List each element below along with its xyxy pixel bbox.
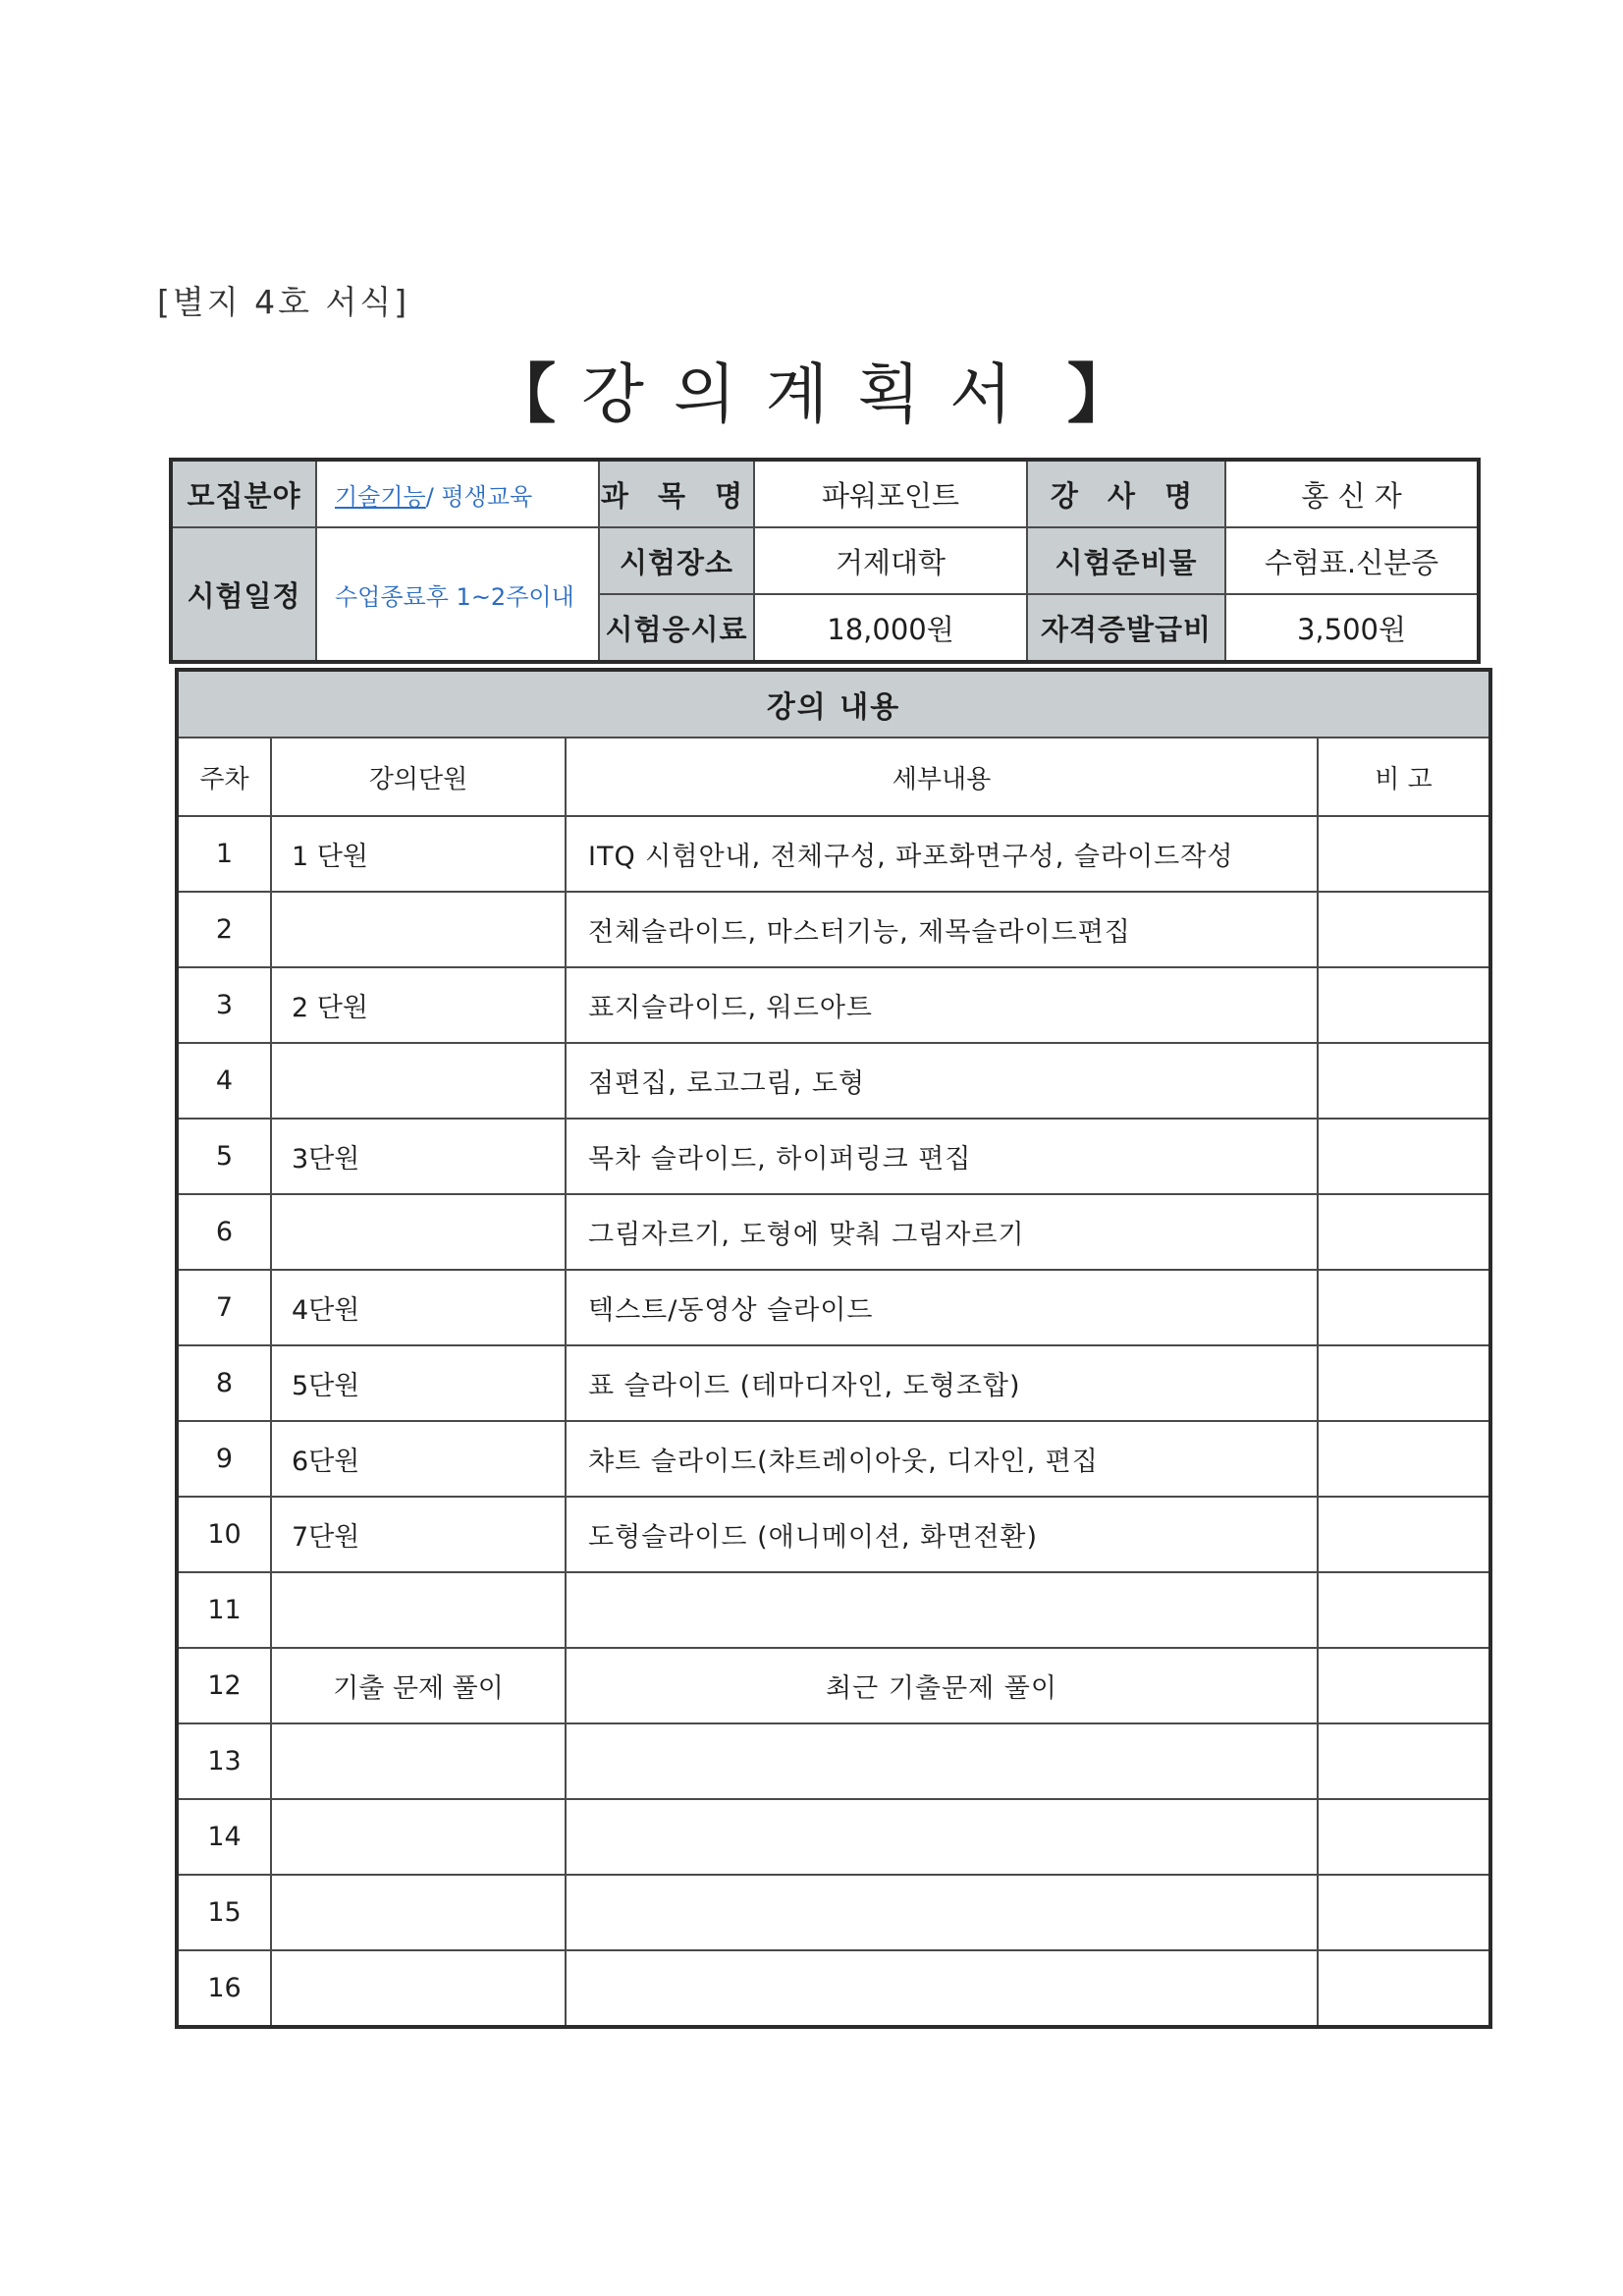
- header-week: 주차: [177, 738, 271, 816]
- table-row: [177, 1119, 1490, 1194]
- week-cell: 6: [177, 1194, 271, 1270]
- week-cell: 12: [177, 1648, 271, 1723]
- cert-fee-value: 3,500원: [1225, 594, 1479, 662]
- note-cell: [1318, 1270, 1490, 1345]
- week-cell: 16: [177, 1950, 271, 2027]
- week-cell: 9: [177, 1421, 271, 1497]
- form-number-label: [별지 4호 서식]: [157, 283, 410, 321]
- unit-cell: 5단원: [271, 1345, 566, 1421]
- lecture-rows: [177, 816, 1490, 2027]
- note-cell: [1318, 816, 1490, 892]
- title-right-bracket: 】: [1066, 356, 1132, 432]
- unit-cell: 7단원: [271, 1497, 566, 1572]
- note-cell: [1318, 1194, 1490, 1270]
- week-cell: 2: [177, 892, 271, 967]
- field-value: [316, 460, 599, 527]
- detail-cell: 최근 기출문제 풀이: [566, 1648, 1318, 1723]
- unit-cell: 3단원: [271, 1119, 566, 1194]
- week-cell: 1: [177, 816, 271, 892]
- note-cell: [1318, 1497, 1490, 1572]
- header-unit: 강의단원: [271, 738, 566, 816]
- detail-cell: 텍스트/동영상 슬라이드: [566, 1270, 1318, 1345]
- unit-cell: [271, 1043, 566, 1119]
- note-cell: [1318, 1723, 1490, 1799]
- field-value-b: / 평생교육: [425, 482, 533, 511]
- header-detail: 세부내용: [566, 738, 1318, 816]
- week-cell: 14: [177, 1799, 271, 1875]
- table-row: [177, 1648, 1490, 1723]
- detail-cell: 도형슬라이드 (애니메이션, 화면전환): [566, 1497, 1318, 1572]
- detail-cell: 전체슬라이드, 마스터기능, 제목슬라이드편집: [566, 892, 1318, 967]
- note-cell: [1318, 967, 1490, 1043]
- unit-cell: [271, 1950, 566, 2027]
- unit-cell: [271, 892, 566, 967]
- table-row: [177, 1572, 1490, 1648]
- subject-label: 과 목 명: [599, 460, 754, 527]
- unit-cell: [271, 1572, 566, 1648]
- supplies-label: 시험준비물: [1027, 527, 1225, 594]
- note-cell: [1318, 892, 1490, 967]
- week-cell: 10: [177, 1497, 271, 1572]
- lecture-banner: 강의 내용: [177, 670, 1490, 738]
- week-cell: 5: [177, 1119, 271, 1194]
- note-cell: [1318, 1043, 1490, 1119]
- title-left-bracket: 【: [491, 356, 557, 432]
- detail-cell: 표지슬라이드, 워드아트: [566, 967, 1318, 1043]
- header-note: 비 고: [1318, 738, 1490, 816]
- week-cell: 4: [177, 1043, 271, 1119]
- note-cell: [1318, 1572, 1490, 1648]
- table-row: [177, 816, 1490, 892]
- cert-fee-label: 자격증발급비: [1027, 594, 1225, 662]
- fee-value: 18,000원: [754, 594, 1027, 662]
- unit-cell: 1 단원: [271, 816, 566, 892]
- table-row: [177, 1270, 1490, 1345]
- schedule-label: 시험일정: [171, 527, 316, 662]
- detail-cell: 그림자르기, 도형에 맞춰 그림자르기: [566, 1194, 1318, 1270]
- table-row: [177, 1723, 1490, 1799]
- unit-cell: 4단원: [271, 1270, 566, 1345]
- week-cell: 3: [177, 967, 271, 1043]
- note-cell: [1318, 1648, 1490, 1723]
- place-label: 시험장소: [599, 527, 754, 594]
- note-cell: [1318, 1421, 1490, 1497]
- detail-cell: [566, 1950, 1318, 2027]
- detail-cell: 목차 슬라이드, 하이퍼링크 편집: [566, 1119, 1318, 1194]
- instructor-label: 강 사 명: [1027, 460, 1225, 527]
- unit-cell: 6단원: [271, 1421, 566, 1497]
- place-value: 거제대학: [754, 527, 1027, 594]
- schedule-value: 수업종료후 1~2주이내: [316, 527, 599, 662]
- detail-cell: 점편집, 로고그림, 도형: [566, 1043, 1318, 1119]
- unit-cell: [271, 1799, 566, 1875]
- detail-cell: [566, 1875, 1318, 1950]
- note-cell: [1318, 1119, 1490, 1194]
- table-row: [177, 892, 1490, 967]
- supplies-value: 수험표.신분증: [1225, 527, 1479, 594]
- instructor-value: 홍 신 자: [1225, 460, 1479, 527]
- detail-cell: [566, 1799, 1318, 1875]
- detail-cell: ITQ 시험안내, 전체구성, 파포화면구성, 슬라이드작성: [566, 816, 1318, 892]
- fee-label: 시험응시료: [599, 594, 754, 662]
- title-text: 강의계획서: [581, 356, 1042, 432]
- document-title: [0, 342, 1623, 435]
- table-row: [177, 1345, 1490, 1421]
- detail-cell: [566, 1572, 1318, 1648]
- detail-cell: [566, 1723, 1318, 1799]
- week-cell: 13: [177, 1723, 271, 1799]
- note-cell: [1318, 1875, 1490, 1950]
- note-cell: [1318, 1799, 1490, 1875]
- note-cell: [1318, 1950, 1490, 2027]
- table-row: [177, 1497, 1490, 1572]
- table-row: [177, 1194, 1490, 1270]
- table-row: [177, 967, 1490, 1043]
- unit-cell: 2 단원: [271, 967, 566, 1043]
- subject-value: 파워포인트: [754, 460, 1027, 527]
- detail-cell: 챠트 슬라이드(챠트레이아웃, 디자인, 편집: [566, 1421, 1318, 1497]
- field-label: 모집분야: [171, 460, 316, 527]
- week-cell: 8: [177, 1345, 271, 1421]
- table-row: [177, 1950, 1490, 2027]
- unit-cell: [271, 1194, 566, 1270]
- unit-cell: 기출 문제 풀이: [271, 1648, 566, 1723]
- table-row: [177, 1875, 1490, 1950]
- week-cell: 15: [177, 1875, 271, 1950]
- table-row: [177, 1799, 1490, 1875]
- note-cell: [1318, 1345, 1490, 1421]
- field-value-a: 기술기능: [335, 482, 426, 511]
- lecture-content-table: [175, 668, 1492, 2029]
- table-row: [177, 1421, 1490, 1497]
- unit-cell: [271, 1875, 566, 1950]
- week-cell: 7: [177, 1270, 271, 1345]
- week-cell: 11: [177, 1572, 271, 1648]
- table-row: [177, 1043, 1490, 1119]
- detail-cell: 표 슬라이드 (테마디자인, 도형조합): [566, 1345, 1318, 1421]
- course-info-table: [169, 458, 1481, 664]
- unit-cell: [271, 1723, 566, 1799]
